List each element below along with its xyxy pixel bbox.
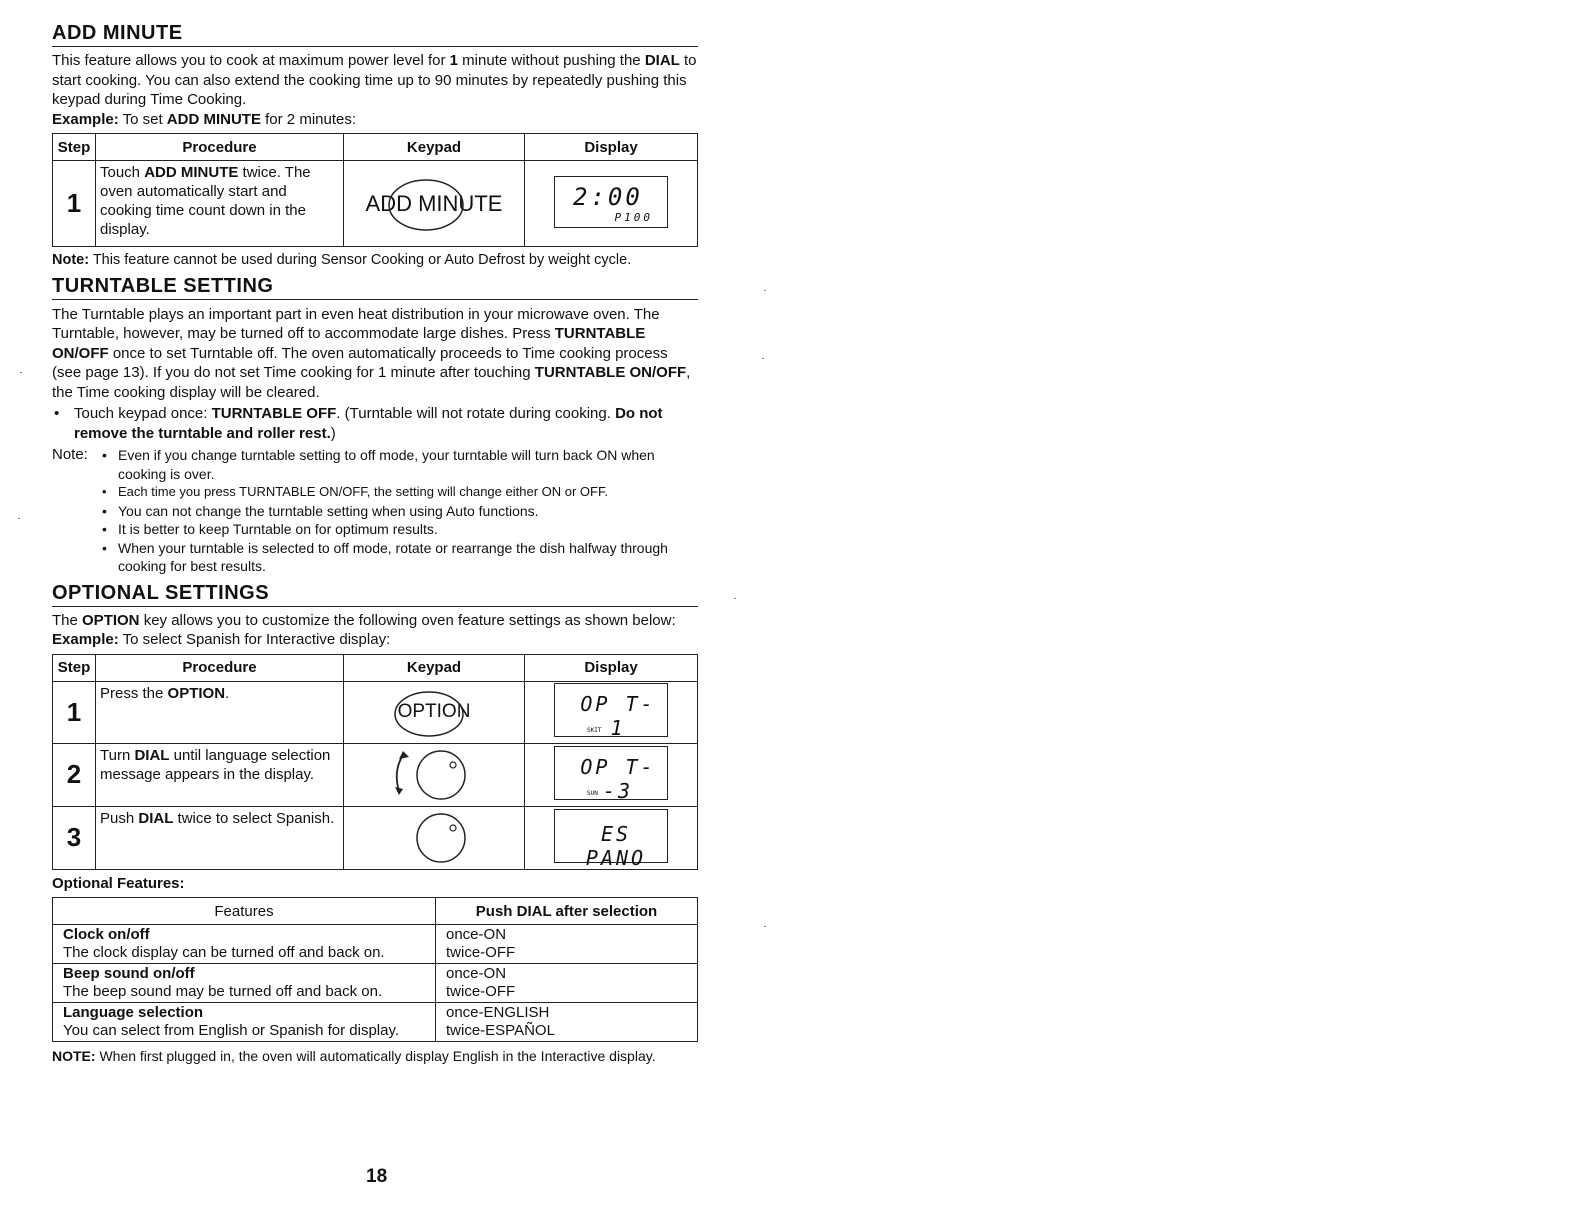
display-cell — [525, 161, 698, 247]
add-minute-heading: ADD MINUTE — [52, 22, 698, 47]
add-minute-example: Example: To set ADD MINUTE for 2 minutes: — [52, 110, 357, 128]
dial-icon — [379, 808, 489, 864]
col-keypad: Keypad — [344, 654, 525, 681]
turntable-note-item: • Even if you change turntable setting to off mode, your turntable will turn back ON when cooking is over. — [52, 446, 698, 483]
step-number: 1 — [53, 161, 96, 247]
turntable-note-item: • It is better to keep Turntable on for optimum results. — [52, 520, 698, 539]
col-procedure: Procedure — [96, 134, 344, 161]
feature-cell: Language selection You can select from English or Spanish for display. — [53, 1003, 436, 1042]
option-key-label: OPTION — [397, 701, 471, 722]
turntable-note-label: Note: — [52, 446, 88, 463]
procedure-text: Press the OPTION. — [96, 681, 344, 743]
key-outline-icon — [386, 177, 466, 233]
lcd-display — [554, 746, 668, 803]
turntable-note-item: • Each time you press TURNTABLE ON/OFF, the setting will change either ON or OFF. — [52, 483, 698, 502]
lcd-display — [554, 176, 668, 228]
scan-speck — [734, 598, 736, 599]
col-keypad: Keypad — [344, 134, 525, 161]
lcd-display — [554, 809, 668, 870]
dial-turn-icon — [379, 745, 489, 801]
turntable-heading: TURNTABLE SETTING — [52, 275, 698, 300]
lcd-sub-text: SKIT — [587, 727, 602, 734]
lcd-sub-text: P100 — [614, 210, 653, 224]
dial-turn-key — [344, 743, 525, 806]
step-number: 3 — [53, 806, 96, 869]
optional-features-label: Optional Features: — [52, 874, 185, 892]
lcd-main-text: 2:00 — [573, 182, 643, 211]
manual-page — [52, 22, 698, 1066]
scan-speck — [762, 358, 764, 359]
lcd-display — [554, 683, 668, 740]
col-display: Display — [525, 134, 698, 161]
features-col-header: Features — [53, 898, 436, 925]
optional-intro: The OPTION key allows you to customize the following oven feature settings as shown below: — [52, 611, 676, 629]
turntable-note-item: • When your turntable is selected to off mode, rotate or rearrange the dish halfway through cooking for best results. — [52, 539, 698, 576]
dial-push-key — [344, 806, 525, 869]
optional-table — [52, 654, 698, 870]
push-cell: once-ON twice-OFF — [436, 964, 698, 1003]
push-cell: once-ON twice-OFF — [436, 925, 698, 964]
add-minute-note: Note: This feature cannot be used during Sensor Cooking or Auto Defrost by weight cycle. — [52, 252, 632, 268]
option-key — [344, 681, 525, 743]
step-number: 2 — [53, 743, 96, 806]
lcd-main-text: OP T- 1 — [580, 692, 656, 740]
feature-cell: Beep sound on/off The beep sound may be turned off and back on. — [53, 964, 436, 1003]
key-outline-icon — [392, 689, 466, 739]
optional-features-table — [52, 897, 698, 1042]
display-cell — [525, 806, 698, 869]
push-cell: once-ENGLISH twice-ESPAÑOL — [436, 1003, 698, 1042]
scan-speck — [764, 926, 766, 927]
col-procedure: Procedure — [96, 654, 344, 681]
feature-cell: Clock on/off The clock display can be turned off and back on. — [53, 925, 436, 964]
add-minute-key — [344, 161, 525, 247]
push-dial-col-header: Push DIAL after selection — [436, 898, 698, 925]
add-minute-table — [52, 133, 698, 247]
lcd-main-text: OP T--3 — [580, 754, 656, 803]
turntable-notes — [52, 446, 698, 576]
procedure-text: Turn DIAL until language selection message appears in the display. — [96, 743, 344, 806]
turntable-note-item: • You can not change the turntable setting when using Auto functions. — [52, 502, 698, 521]
procedure-text: Touch ADD MINUTE twice. The oven automatically start and cooking time count down in the display. — [96, 161, 344, 247]
add-minute-key-label: ADD MINUTE — [365, 190, 503, 216]
procedure-text: Push DIAL twice to select Spanish. — [96, 806, 344, 869]
display-cell — [525, 743, 698, 806]
scan-speck — [764, 290, 766, 291]
lcd-main-text: ES PANO — [585, 821, 647, 870]
scan-speck — [18, 518, 20, 519]
optional-heading: OPTIONAL SETTINGS — [52, 582, 698, 607]
display-cell — [525, 681, 698, 743]
col-step: Step — [53, 654, 96, 681]
turntable-intro: The Turntable plays an important part in even heat distribution in your microwave oven. The Turntable, however, may be turned off to accommodate large dishes. Press TURNTABLE ON/OFF once to set Turntable off. The oven automatically proceeds to Time cooking process (see page 13). If you do not set Time cooking for 1 minute after touching TURNTABLE ON/OFF, the Time cooking display will be cleared. — [52, 305, 691, 401]
turntable-bullet: • Touch keypad once: TURNTABLE OFF. (Turntable will not rotate during cooking. Do not remove the turntable and roller rest.) — [52, 404, 698, 443]
optional-note: NOTE: When first plugged in, the oven will automatically display English in the Interactive display. — [52, 1048, 656, 1064]
scan-speck — [20, 372, 22, 373]
lcd-sub-text: SUN — [587, 789, 598, 797]
add-minute-intro: This feature allows you to cook at maximum power level for 1 minute without pushing the DIAL to start cooking. You can also extend the cooking time up to 90 minutes by repeatedly pushing this keypad during Time Cooking. — [52, 52, 697, 108]
optional-example: Example: To select Spanish for Interactive display: — [52, 631, 391, 648]
page-number: 18 — [366, 1166, 388, 1187]
step-number: 1 — [53, 681, 96, 743]
col-step: Step — [53, 134, 96, 161]
col-display: Display — [525, 654, 698, 681]
